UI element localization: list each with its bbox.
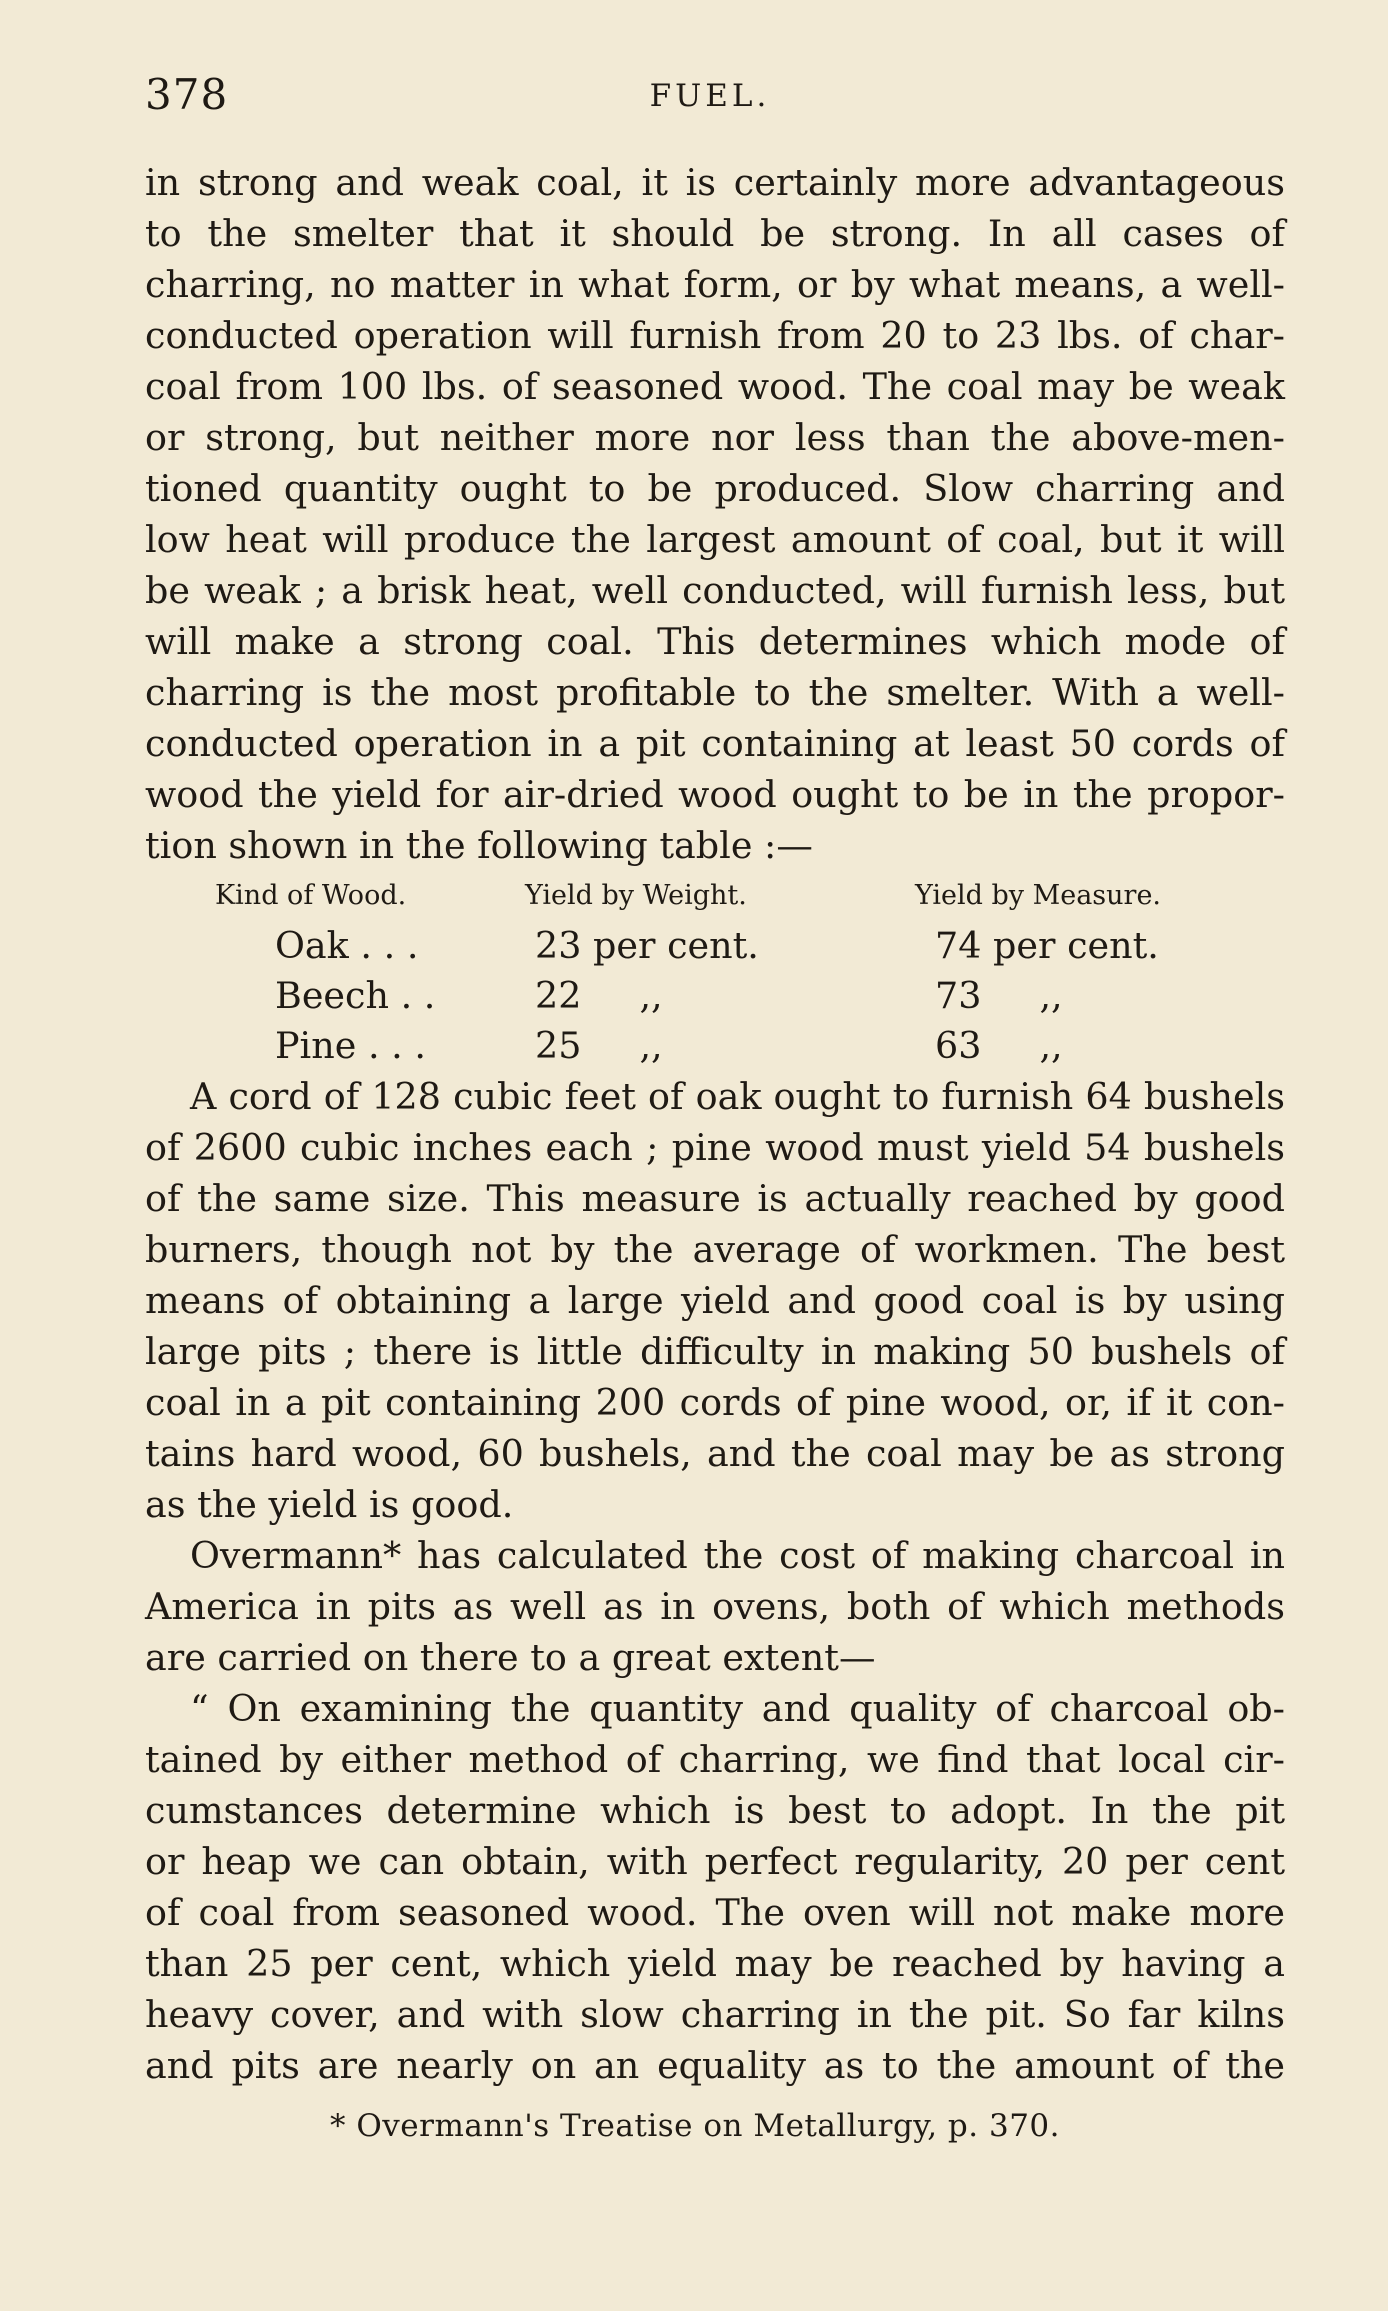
text-line: tioned quantity ought to be produced. Slow charring and: [145, 467, 1285, 510]
cell-weight: 23 per cent.: [535, 924, 759, 967]
text-line: or strong, but neither more nor less than the above-men-: [145, 416, 1285, 459]
cell-wood: Beech . .: [275, 974, 436, 1017]
text-line: will make a strong coal. This determines which mode of: [145, 620, 1285, 663]
text-line: than 25 per cent, which yield may be reached by having a: [145, 1942, 1285, 1985]
yield-table: [145, 871, 1285, 1071]
cell-weight: 22 ,,: [535, 974, 663, 1017]
table-header-row: [145, 871, 1285, 921]
text-line: and pits are nearly on an equality as to the amount of the: [145, 2044, 1285, 2087]
paragraph-3: [145, 1530, 1285, 1683]
text-line: conducted operation in a pit containing at least 50 cords of: [145, 722, 1285, 765]
text-line: in strong and weak coal, it is certainly more advantageous: [145, 161, 1285, 204]
table-row: [145, 921, 1285, 971]
cell-measure: 73 ,,: [935, 974, 1063, 1017]
text-line: charring is the most profitable to the smelter. With a well-: [145, 671, 1285, 714]
paragraph-2: [145, 1071, 1285, 1530]
page-header: [145, 70, 1275, 130]
column-header-measure: Yield by Measure.: [915, 880, 1162, 911]
text-line: of coal from seasoned wood. The oven will not make more: [145, 1891, 1285, 1934]
text-line: means of obtaining a large yield and good coal is by using: [145, 1279, 1285, 1322]
page-number: 378: [145, 70, 229, 119]
cell-wood: Pine . . .: [275, 1024, 426, 1067]
text-line: “ On examining the quantity and quality of charcoal ob-: [190, 1687, 1285, 1730]
cell-measure: 74 per cent.: [935, 924, 1159, 967]
text-line: wood the yield for air-dried wood ought to be in the propor-: [145, 773, 1285, 816]
text-line: are carried on there to a great extent—: [145, 1636, 876, 1679]
text-line: Overmann* has calculated the cost of making charcoal in: [190, 1534, 1285, 1577]
text-line: coal in a pit containing 200 cords of pine wood, or, if it con-: [145, 1381, 1285, 1424]
column-header-kind: Kind of Wood.: [215, 880, 407, 911]
text-line: to the smelter that it should be strong. In all cases of: [145, 212, 1285, 255]
paragraph-4: [145, 1683, 1285, 2091]
running-title: FUEL.: [649, 78, 771, 114]
text-line: A cord of 128 cubic feet of oak ought to furnish 64 bushels: [190, 1075, 1285, 1118]
text-line: heavy cover, and with slow charring in the pit. So far kilns: [145, 1993, 1285, 2036]
text-line: as the yield is good.: [145, 1483, 514, 1526]
text-line: or heap we can obtain, with perfect regularity, 20 per cent: [145, 1840, 1285, 1883]
text-line: burners, though not by the average of workmen. The best: [145, 1228, 1285, 1271]
text-line: of 2600 cubic inches each ; pine wood must yield 54 bushels: [145, 1126, 1285, 1169]
text-line: conducted operation will furnish from 20 to 23 lbs. of char-: [145, 314, 1285, 357]
table-row: [145, 1021, 1285, 1071]
text-line: tained by either method of charring, we find that local cir-: [145, 1738, 1285, 1781]
text-line: charring, no matter in what form, or by what means, a well-: [145, 263, 1285, 306]
text-line: coal from 100 lbs. of seasoned wood. The coal may be weak: [145, 365, 1285, 408]
footnote: * Overmann's Treatise on Metallurgy, p. 370.: [330, 2108, 1060, 2144]
text-line: large pits ; there is little difficulty in making 50 bushels of: [145, 1330, 1285, 1373]
cell-measure: 63 ,,: [935, 1024, 1063, 1067]
column-header-weight: Yield by Weight.: [525, 880, 747, 911]
text-line: be weak ; a brisk heat, well conducted, will furnish less, but: [145, 569, 1285, 612]
text-line: America in pits as well as in ovens, both of which methods: [145, 1585, 1285, 1628]
paragraph-1: [145, 157, 1285, 871]
text-line: tains hard wood, 60 bushels, and the coal may be as strong: [145, 1432, 1285, 1475]
text-line: cumstances determine which is best to adopt. In the pit: [145, 1789, 1285, 1832]
text-line: low heat will produce the largest amount of coal, but it will: [145, 518, 1285, 561]
table-row: [145, 971, 1285, 1021]
text-line: of the same size. This measure is actually reached by good: [145, 1177, 1285, 1220]
cell-weight: 25 ,,: [535, 1024, 663, 1067]
cell-wood: Oak . . .: [275, 924, 419, 967]
body-text: [145, 157, 1285, 2091]
text-line: tion shown in the following table :—: [145, 824, 813, 867]
